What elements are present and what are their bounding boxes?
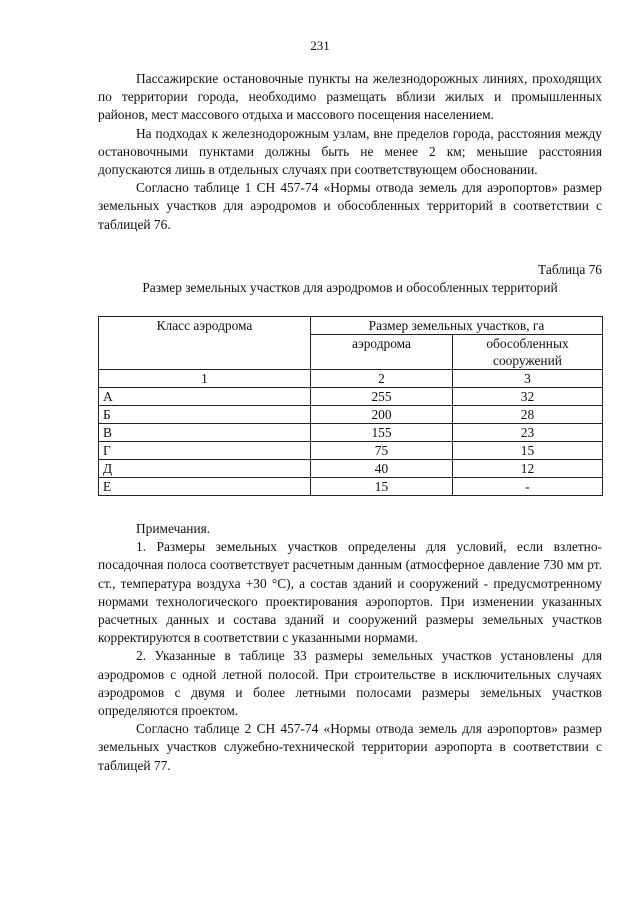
- table-row: [99, 388, 603, 406]
- row-airfield: 40: [311, 460, 453, 478]
- row-separate: 12: [453, 460, 603, 478]
- colnum-2: 2: [311, 370, 453, 388]
- header-class: Класс аэродрома: [99, 317, 311, 370]
- colnum-3: 3: [453, 370, 603, 388]
- row-class: Б: [99, 406, 311, 424]
- page-number: 231: [310, 38, 330, 53]
- row-separate: 15: [453, 442, 603, 460]
- table-number: Таблица 76: [538, 262, 602, 277]
- notes-section: [98, 520, 602, 775]
- row-class: В: [99, 424, 311, 442]
- closing-paragraph: Согласно таблице 2 СН 457-74 «Нормы отвода земель для аэропортов» размер земельных участков служебно-технической территории аэропорта в соответствии с таблицей 77.: [98, 721, 602, 773]
- table-title: Размер земельных участков для аэродромов и обособленных территорий: [142, 280, 558, 295]
- table-header-row: [99, 317, 603, 335]
- table-row: [99, 478, 603, 496]
- row-separate: 28: [453, 406, 603, 424]
- paragraph: На подходах к железнодорожным узлам, вне пределов города, расстояния между остановочными пунктами должны быть не менее 2 км; меньшие расстояния допускаются лишь в отдельных случаях при соответствующем обосновании.: [98, 125, 602, 178]
- table-colnum-row: [99, 370, 603, 388]
- row-separate: 23: [453, 424, 603, 442]
- header-separate: обособленных сооружений: [453, 335, 603, 370]
- table-row: [99, 460, 603, 478]
- table-row: [99, 442, 603, 460]
- paragraph: Пассажирские остановочные пункты на железнодорожных линиях, проходящих по территории города, необходимо размещать вблизи жилых и промышленных районов, мест массового отдыха и массового посещения населением.: [98, 71, 602, 123]
- land-size-table: [98, 316, 603, 496]
- row-airfield: 15: [311, 478, 453, 496]
- row-separate: 32: [453, 388, 603, 406]
- row-separate: -: [453, 478, 603, 496]
- paragraph: Согласно таблице 1 СН 457-74 «Нормы отвода земель для аэропортов» размер земельных участков для аэродромов и обособленных территорий в соответствии с таблицей 76.: [98, 180, 602, 232]
- header-size-group: Размер земельных участков, га: [311, 317, 603, 335]
- note-item: 2. Указанные в таблице 33 размеры земельных участков установлены для аэродромов с одной летной полосой. При строительстве в исключительных случаях аэродромов с двумя и более летными полосами размеры земельных участков определяются проектом.: [98, 648, 602, 719]
- colnum-1: 1: [99, 370, 311, 388]
- table-row: [99, 424, 603, 442]
- row-class: Д: [99, 460, 311, 478]
- table-row: [99, 406, 603, 424]
- row-airfield: 155: [311, 424, 453, 442]
- row-class: Г: [99, 442, 311, 460]
- row-airfield: 75: [311, 442, 453, 460]
- row-airfield: 255: [311, 388, 453, 406]
- row-airfield: 200: [311, 406, 453, 424]
- notes-title: Примечания.: [136, 521, 211, 536]
- note-item: 1. Размеры земельных участков определены для условий, если взлетно-посадочная полоса соответствует расчетным данным (атмосферное давление 730 мм рт. ст., температура воздуха +30 °С), а состав зданий и сооружений - предусмотренному нормами технологического проектирования аэропортов. При изменении указанных расчетных данных и состава зданий и сооружений размеры земельных участков корректируются в соответствии с указанными нормами.: [98, 539, 602, 646]
- row-class: А: [99, 388, 311, 406]
- intro-text: [98, 70, 602, 234]
- header-airfield: аэродрома: [311, 335, 453, 370]
- row-class: Е: [99, 478, 311, 496]
